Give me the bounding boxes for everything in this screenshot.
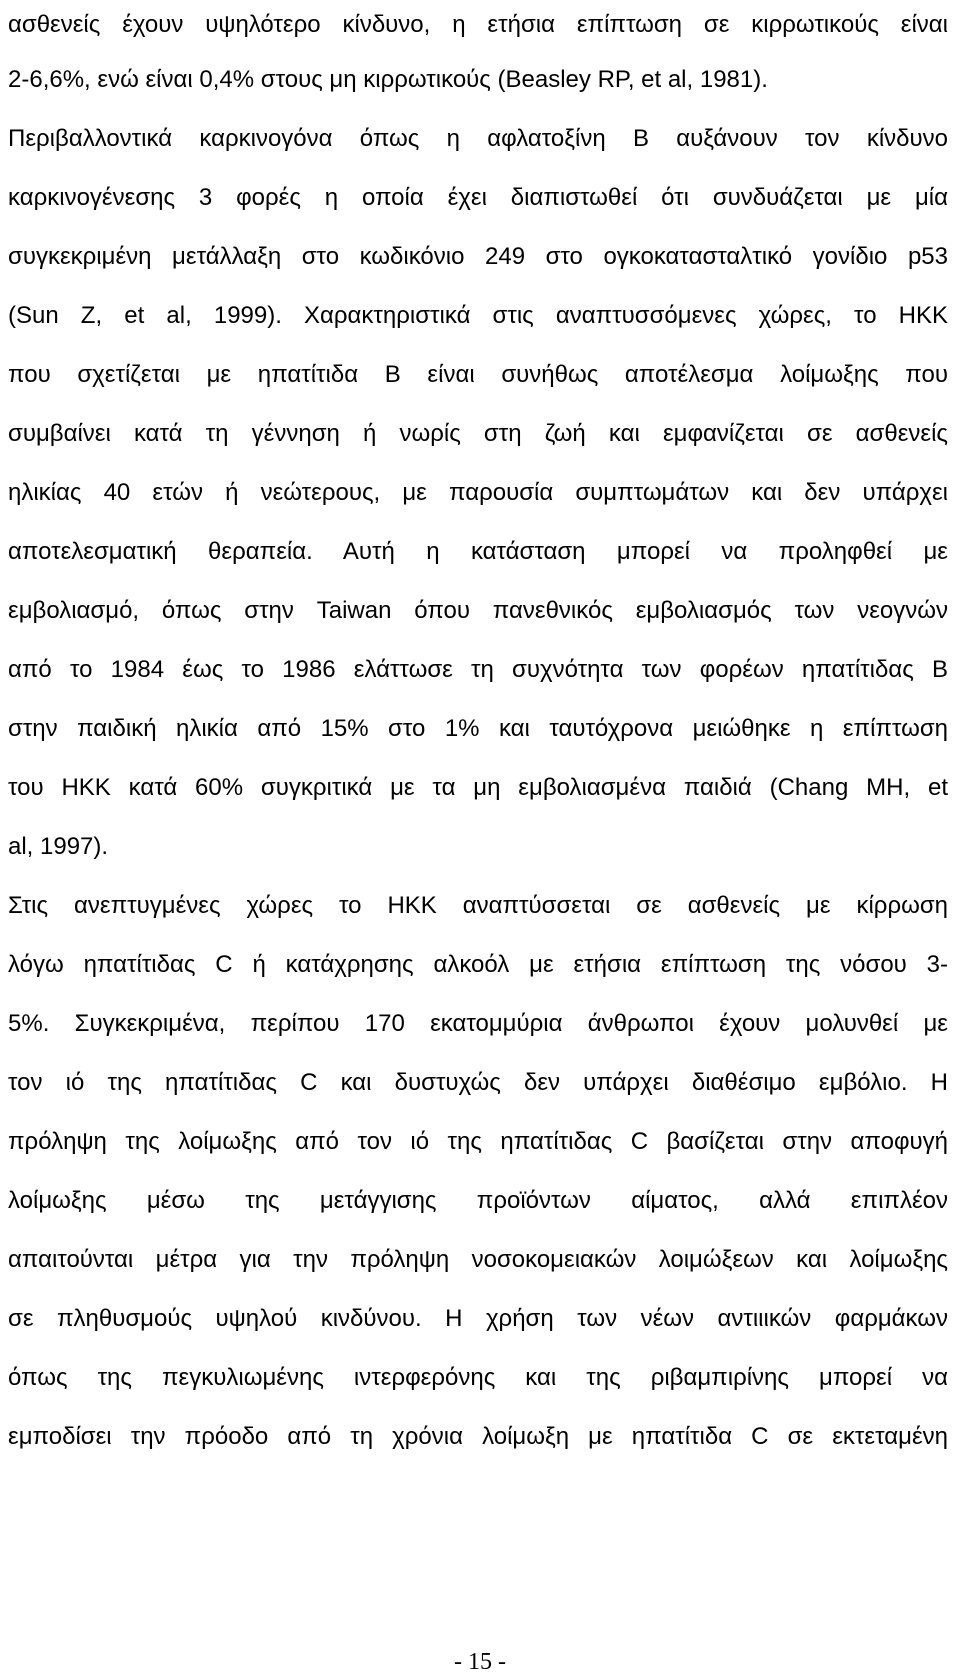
text-line: στην παιδική ηλικία από 15% στο 1% και ταυτόχρονα μειώθηκε η επίπτωση: [8, 715, 948, 742]
text-line: συγκεκριμένη μετάλλαξη στο κωδικόνιο 249 στο ογκοκατασταλτικό γονίδιο p53: [8, 243, 948, 270]
text-line: εμποδίσει την πρόοδο από τη χρόνια λοίμωξη με ηπατίτιδα C σε εκτεταμένη: [8, 1423, 948, 1450]
body-text: [8, 0, 948, 1466]
text-line: λοίμωξης μέσω της μετάγγισης προϊόντων αίματος, αλλά επιπλέον: [8, 1187, 948, 1214]
text-line: συμβαίνει κατά τη γέννηση ή νωρίς στη ζωή και εμφανίζεται σε ασθενείς: [8, 420, 948, 447]
text-line: 2-6,6%, ενώ είναι 0,4% στους μη κιρρωτικούς (Beasley RP, et al, 1981).: [8, 66, 768, 93]
text-line: καρκινογένεσης 3 φορές η οποία έχει διαπιστωθεί ότι συνδυάζεται με μία: [8, 184, 948, 211]
text-line: λόγω ηπατίτιδας C ή κατάχρησης αλκοόλ με ετήσια επίπτωση της νόσου 3-: [8, 951, 948, 978]
text-line: 5%. Συγκεκριμένα, περίπου 170 εκατομμύρια άνθρωποι έχουν μολυνθεί με: [8, 1010, 948, 1037]
text-line: απαιτούνται μέτρα για την πρόληψη νοσοκομειακών λοιμώξεων και λοίμωξης: [8, 1246, 948, 1273]
text-line: από το 1984 έως το 1986 ελάττωσε τη συχνότητα των φορέων ηπατίτιδας Β: [8, 656, 948, 683]
page-number: - 15 -: [454, 1649, 506, 1675]
text-line: ηλικίας 40 ετών ή νεώτερους, με παρουσία συμπτωμάτων και δεν υπάρχει: [8, 479, 948, 506]
text-line: ασθενείς έχουν υψηλότερο κίνδυνο, η ετήσια επίπτωση σε κιρρωτικούς είναι: [8, 11, 948, 38]
text-line: όπως της πεγκυλιωμένης ιντερφερόνης και της ριβαμπιρίνης μπορεί να: [8, 1364, 948, 1391]
text-line: (Sun Z, et al, 1999). Χαρακτηριστικά στις αναπτυσσόμενες χώρες, το ΗΚΚ: [8, 302, 948, 329]
text-line: εμβολιασμό, όπως στην Taiwan όπου πανεθνικός εμβολιασμός των νεογνών: [8, 597, 948, 624]
text-line: του ΗΚΚ κατά 60% συγκριτικά με τα μη εμβολιασμένα παιδιά (Chang MH, et: [8, 774, 948, 801]
text-line: που σχετίζεται με ηπατίτιδα Β είναι συνήθως αποτέλεσμα λοίμωξης που: [8, 361, 948, 388]
text-line: al, 1997).: [8, 833, 109, 860]
text-line: Στις ανεπτυγμένες χώρες το ΗΚΚ αναπτύσσεται σε ασθενείς με κίρρωση: [8, 892, 948, 919]
text-line: πρόληψη της λοίμωξης από τον ιό της ηπατίτιδας C βασίζεται στην αποφυγή: [8, 1128, 948, 1155]
text-line: Περιβαλλοντικά καρκινογόνα όπως η αφλατοξίνη Β αυξάνουν τον κίνδυνο: [8, 125, 948, 152]
text-line: σε πληθυσμούς υψηλού κινδύνου. Η χρήση των νέων αντιιικών φαρμάκων: [8, 1305, 948, 1332]
text-line: αποτελεσματική θεραπεία. Αυτή η κατάσταση μπορεί να προληφθεί με: [8, 538, 948, 565]
text-line: τον ιό της ηπατίτιδας C και δυστυχώς δεν υπάρχει διαθέσιμο εμβόλιο. Η: [8, 1069, 948, 1096]
